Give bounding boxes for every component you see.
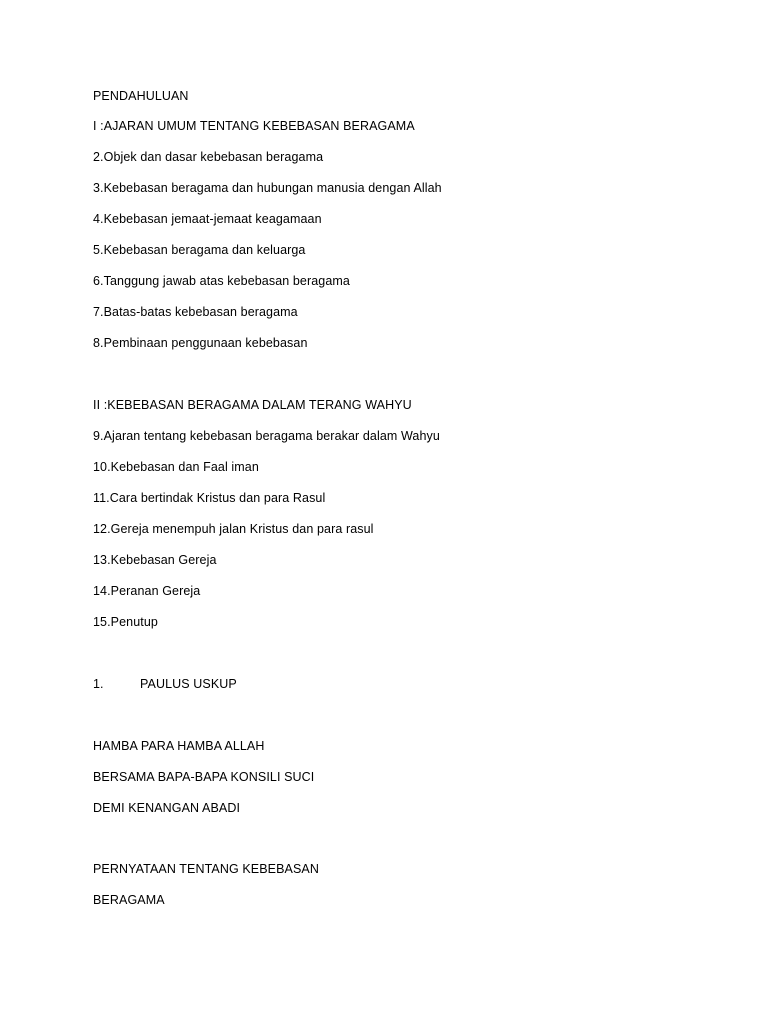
declaration-line-1: PERNYATAAN TENTANG KEBEBASAN <box>93 862 319 876</box>
section-1-title: I :AJARAN UMUM TENTANG KEBEBASAN BERAGAMA <box>93 119 415 133</box>
toc-item-8: 8.Pembinaan penggunaan kebebasan <box>93 336 308 350</box>
section-2-title: II :KEBEBASAN BERAGAMA DALAM TERANG WAHYU <box>93 398 412 412</box>
toc-item-14: 14.Peranan Gereja <box>93 584 201 598</box>
toc-item-3: 3.Kebebasan beragama dan hubungan manusia dengan Allah <box>93 181 442 195</box>
toc-item-13: 13.Kebebasan Gereja <box>93 553 217 567</box>
toc-item-4: 4.Kebebasan jemaat-jemaat keagamaan <box>93 212 322 226</box>
numbered-heading <box>93 676 237 692</box>
numbered-heading-number: 1. <box>93 677 104 691</box>
toc-item-12: 12.Gereja menempuh jalan Kristus dan para rasul <box>93 522 374 536</box>
toc-item-2: 2.Objek dan dasar kebebasan beragama <box>93 150 324 164</box>
toc-item-15: 15.Penutup <box>93 615 158 629</box>
salutation-line-2: BERSAMA BAPA-BAPA KONSILI SUCI <box>93 770 315 784</box>
toc-item-10: 10.Kebebasan dan Faal iman <box>93 460 259 474</box>
numbered-heading-text: PAULUS USKUP <box>140 677 237 691</box>
document-heading: PENDAHULUAN <box>93 89 189 103</box>
toc-item-11: 11.Cara bertindak Kristus dan para Rasul <box>93 491 326 505</box>
salutation-line-1: HAMBA PARA HAMBA ALLAH <box>93 739 265 753</box>
toc-item-7: 7.Batas-batas kebebasan beragama <box>93 305 298 319</box>
toc-item-6: 6.Tanggung jawab atas kebebasan beragama <box>93 274 350 288</box>
toc-item-9: 9.Ajaran tentang kebebasan beragama berakar dalam Wahyu <box>93 429 440 443</box>
toc-item-5: 5.Kebebasan beragama dan keluarga <box>93 243 306 257</box>
salutation-line-3: DEMI KENANGAN ABADI <box>93 801 241 815</box>
declaration-line-2: BERAGAMA <box>93 893 165 907</box>
